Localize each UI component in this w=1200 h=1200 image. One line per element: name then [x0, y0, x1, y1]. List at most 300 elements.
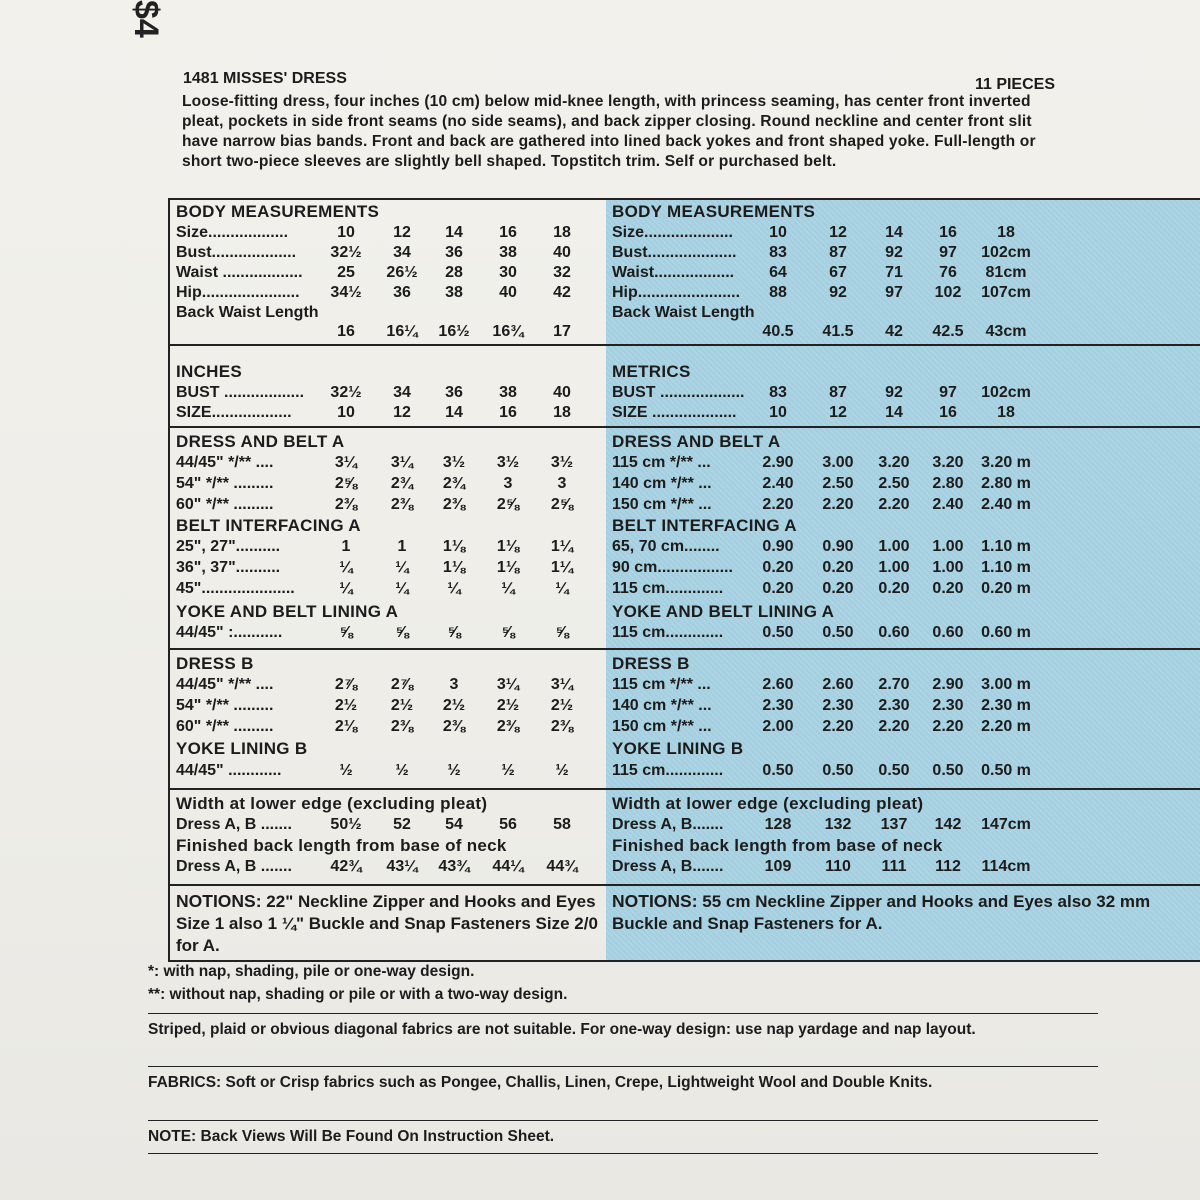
imperial-cell: 36	[445, 384, 463, 401]
imperial-cell: 3¼	[390, 454, 414, 471]
imperial-section-title: BELT INTERFACING A	[176, 516, 361, 535]
price-corner-mark: $4	[127, 0, 165, 38]
imperial-dress-a-row	[170, 494, 608, 516]
metric-cell: 0.20	[822, 580, 854, 597]
metric-divider	[606, 648, 1200, 650]
imperial-cell: 42¾	[330, 858, 362, 875]
imperial-section-title: Width at lower edge (excluding pleat)	[176, 794, 488, 813]
imperial-cell: ¼	[501, 580, 515, 597]
imperial-cell: 56	[499, 816, 517, 833]
imperial-cell: 18	[553, 404, 571, 421]
metric-yoke-lining-b-row	[606, 760, 1200, 782]
imperial-cell: 1⅛	[496, 559, 520, 576]
imperial-cell: 2⅞	[390, 676, 414, 693]
metric-row-label: 150 cm */** ...	[612, 718, 712, 735]
imperial-cell: 2⅜	[334, 496, 358, 513]
imperial-cell: 1¼	[550, 538, 574, 555]
imperial-cell: 32½	[330, 244, 362, 261]
metric-section-title: Finished back length from base of neck	[612, 836, 943, 855]
imperial-cell: 2½	[442, 697, 466, 714]
imperial-dress-b-row	[170, 674, 608, 696]
imperial-row-label: Back Waist Length	[176, 304, 319, 321]
imperial-row-label: Waist ..................	[176, 264, 303, 281]
imperial-cell: 1	[397, 538, 407, 555]
metric-row-label: 65, 70 cm........	[612, 538, 720, 555]
metric-row-label: Back Waist Length	[612, 304, 755, 321]
metric-cell: 2.40	[932, 496, 964, 513]
metric-dress-b-row	[606, 695, 1200, 717]
metric-cell: 92	[829, 284, 847, 301]
metric-body-row	[606, 262, 1200, 284]
metric-cell: 1.10 m	[981, 559, 1031, 576]
metric-cell: 16	[939, 404, 957, 421]
imperial-width-row	[170, 814, 608, 836]
fabrics-label: FABRICS:	[148, 1074, 222, 1091]
imperial-cell: 2⅞	[334, 676, 358, 693]
imperial-row-label: 54" */** .........	[176, 697, 274, 714]
metric-dress-b-row	[606, 674, 1200, 696]
imperial-row-label: Dress A, B .......	[176, 816, 292, 833]
imperial-body-row	[170, 242, 608, 264]
imperial-cell: 16¼	[386, 323, 418, 340]
metric-finished-length-row	[606, 856, 1200, 878]
metric-cell: 2.20	[932, 718, 964, 735]
metric-divider	[606, 884, 1200, 886]
fabrics-note	[148, 1073, 1098, 1093]
metric-cell: 42	[885, 323, 903, 340]
metric-cell: 2.20	[822, 496, 854, 513]
imperial-cell: 18	[553, 224, 571, 241]
metric-row-label: SIZE ...................	[612, 404, 737, 421]
imperial-cell: 58	[553, 816, 571, 833]
metric-cell: 1.00	[932, 559, 964, 576]
metric-cell: 2.60	[822, 676, 854, 693]
metric-cell: 0.60	[932, 624, 964, 641]
imperial-cell: 32½	[330, 384, 362, 401]
metric-cell: 87	[829, 244, 847, 261]
metric-section-title: BELT INTERFACING A	[612, 516, 797, 535]
imperial-cell: ½	[339, 762, 353, 779]
divider	[148, 1013, 1098, 1014]
metric-cell: 2.30	[932, 697, 964, 714]
metric-cell: 14	[885, 224, 903, 241]
metric-cell: 2.20 m	[981, 718, 1031, 735]
imperial-cell: 2⅜	[390, 496, 414, 513]
metric-divider	[606, 344, 1200, 346]
imperial-body-row	[170, 282, 608, 304]
imperial-yoke-belt-row	[170, 622, 608, 644]
metric-dress-a-row	[606, 473, 1200, 495]
metric-cell: 0.50	[822, 762, 854, 779]
metric-cell: 147cm	[981, 816, 1031, 833]
imperial-cell: ⅝	[339, 624, 353, 641]
divider	[148, 1120, 1098, 1121]
imperial-row-label: BUST ..................	[176, 384, 305, 401]
imperial-cell: 28	[445, 264, 463, 281]
metric-yoke-belt-row	[606, 622, 1200, 644]
metric-row-label: 115 cm */** ...	[612, 454, 711, 471]
metric-dress-a-row	[606, 452, 1200, 474]
imperial-row-label: 54" */** .........	[176, 475, 274, 492]
imperial-cell: 2¾	[390, 475, 414, 492]
metric-cell: 102cm	[981, 244, 1031, 261]
metric-cell: 0.60	[878, 624, 910, 641]
metric-cell: 2.20	[762, 496, 794, 513]
metric-section-title: DRESS AND BELT A	[612, 432, 781, 451]
imperial-notions-title: NOTIONS:	[176, 891, 262, 911]
imperial-section-title: YOKE AND BELT LINING A	[176, 602, 399, 621]
imperial-cell: ⅝	[555, 624, 569, 641]
metric-cell: 2.20	[822, 718, 854, 735]
metric-cell: 102cm	[981, 384, 1031, 401]
imperial-cell: 3½	[550, 454, 574, 471]
metric-cell: 2.00	[762, 718, 794, 735]
imperial-cell: 2⅜	[390, 718, 414, 735]
imperial-cell: 2½	[334, 697, 358, 714]
imperial-row-label: 36", 37"..........	[176, 559, 281, 576]
imperial-row-label: 44/45" ............	[176, 762, 282, 779]
metric-row-label: 90 cm.................	[612, 559, 733, 576]
metric-cell: 2.90	[932, 676, 964, 693]
metric-cell: 1.00	[932, 538, 964, 555]
metric-cell: 110	[825, 858, 851, 875]
imperial-cell: 38	[499, 244, 517, 261]
imperial-row-label: Bust...................	[176, 244, 297, 261]
metric-cell: 83	[769, 244, 787, 261]
metric-cell: 81cm	[985, 264, 1027, 281]
metric-cell: 2.80	[932, 475, 964, 492]
metric-cell: 2.60	[762, 676, 794, 693]
metric-row-label: Bust....................	[612, 244, 737, 261]
metric-notions	[612, 890, 1200, 935]
imperial-body-row	[170, 222, 608, 244]
imperial-dress-b-row	[170, 716, 608, 738]
imperial-cell: 2½	[550, 697, 574, 714]
metric-belt-interfacing-row	[606, 557, 1200, 579]
metric-body-row	[606, 282, 1200, 304]
metric-cell: 1.00	[878, 538, 910, 555]
imperial-bust-row	[170, 382, 608, 404]
imperial-divider	[170, 426, 608, 428]
metric-notions-title: NOTIONS:	[612, 891, 698, 911]
imperial-cell: 1¼	[550, 559, 574, 576]
back-views-note: NOTE: Back Views Will Be Found On Instruction Sheet.	[148, 1128, 555, 1145]
imperial-cell: ½	[555, 762, 569, 779]
metric-cell: 2.30 m	[981, 697, 1031, 714]
imperial-belt-interfacing-row	[170, 557, 608, 579]
metric-cell: 2.30	[762, 697, 794, 714]
imperial-belt-interfacing-row	[170, 578, 608, 600]
metric-divider	[606, 426, 1200, 428]
imperial-body-row	[170, 262, 608, 284]
metric-cell: 1.00	[878, 559, 910, 576]
metric-row-label: Hip.......................	[612, 284, 741, 301]
divider	[148, 1153, 1098, 1154]
imperial-cell: ½	[447, 762, 461, 779]
metric-belt-interfacing-row	[606, 536, 1200, 558]
metric-cell: 2.20	[878, 496, 910, 513]
imperial-row-label: Hip......................	[176, 284, 300, 301]
metric-cell: 102	[934, 284, 962, 301]
metric-cell: 0.50	[878, 762, 910, 779]
metric-cell: 3.20	[932, 454, 964, 471]
metric-cell: 41.5	[822, 323, 854, 340]
metric-cell: 114cm	[981, 858, 1031, 875]
fabrics-text: Soft or Crisp fabrics such as Pongee, Challis, Linen, Crepe, Lightweight Wool and Double Knits.	[225, 1074, 933, 1091]
metric-cell: 142	[934, 816, 962, 833]
imperial-cell: 36	[445, 244, 463, 261]
imperial-row-label: Size..................	[176, 224, 289, 241]
metric-cell: 1.10 m	[981, 538, 1031, 555]
metric-body-row	[606, 222, 1200, 244]
imperial-row-label: 45".....................	[176, 580, 295, 597]
metric-section-title: Width at lower edge (excluding pleat)	[612, 794, 924, 813]
imperial-section-title: INCHES	[176, 362, 243, 381]
metric-cell: 0.50	[822, 624, 854, 641]
imperial-cell: 36	[393, 284, 411, 301]
imperial-back-waist-row	[170, 321, 608, 343]
imperial-cell: 38	[499, 384, 517, 401]
imperial-cell: 40	[499, 284, 517, 301]
metric-cell: 112	[935, 858, 961, 875]
metric-cell: 111	[881, 858, 907, 875]
metric-cell: 71	[885, 264, 903, 281]
imperial-cell: 12	[393, 224, 411, 241]
divider	[148, 1066, 1098, 1067]
imperial-section-title: DRESS AND BELT A	[176, 432, 345, 451]
metric-notions-text: 55 cm Neckline Zipper and Hooks and Eyes also 32 mm Buckle and Snap Fasteners for A.	[612, 892, 1151, 933]
metric-section-title: YOKE LINING B	[612, 739, 744, 758]
metric-cell: 0.90	[762, 538, 794, 555]
imperial-divider	[170, 788, 608, 790]
metric-cell: 128	[764, 816, 792, 833]
imperial-cell: 2½	[496, 697, 520, 714]
metric-cell: 2.50	[822, 475, 854, 492]
metric-cell: 107cm	[981, 284, 1031, 301]
pattern-description: Loose-fitting dress, four inches (10 cm) below mid-knee length, with princess seaming, has center front inverted pleat, pockets in side front seams (no side seams), and back zipper closing. Round neckline and center front slit have narrow bias bands. Front and back are gathered into lined back yokes and front shaped yoke. Full-length or short two-piece sleeves are slightly bell shaped. Topstitch trim. Self or purchased belt.	[182, 93, 1036, 170]
imperial-cell: 54	[445, 816, 463, 833]
imperial-cell: 2⅜	[550, 718, 574, 735]
metric-table	[606, 198, 1200, 962]
imperial-cell: 2⅜	[442, 718, 466, 735]
imperial-cell: ½	[501, 762, 515, 779]
metric-row-label: 115 cm */** ...	[612, 676, 711, 693]
pattern-title: 1481 MISSES' DRESS	[183, 70, 347, 87]
imperial-cell: 40	[553, 244, 571, 261]
imperial-cell: 34	[393, 244, 411, 261]
metric-cell: 42.5	[932, 323, 964, 340]
imperial-cell: 16½	[438, 323, 470, 340]
imperial-table	[168, 198, 610, 962]
imperial-cell: 16	[499, 404, 517, 421]
metric-cell: 97	[885, 284, 903, 301]
imperial-row-label: 44/45" :...........	[176, 624, 283, 641]
metric-row-label: 140 cm */** ...	[612, 697, 712, 714]
imperial-cell: 52	[393, 816, 411, 833]
metric-cell: 0.20	[932, 580, 964, 597]
metric-section-title: DRESS B	[612, 654, 690, 673]
imperial-section-title: BODY MEASUREMENTS	[176, 202, 380, 221]
metric-cell: 132	[824, 816, 852, 833]
metric-width-row	[606, 814, 1200, 836]
imperial-cell: 14	[445, 224, 463, 241]
imperial-cell: ⅝	[395, 624, 409, 641]
metric-cell: 3.00 m	[981, 676, 1031, 693]
imperial-cell: 16	[337, 323, 355, 340]
imperial-cell: ¼	[339, 580, 353, 597]
imperial-cell: 34	[393, 384, 411, 401]
imperial-row-label: 60" */** .........	[176, 496, 274, 513]
imperial-belt-interfacing-row	[170, 536, 608, 558]
metric-row-label: Dress A, B.......	[612, 858, 724, 875]
metric-section-title: METRICS	[612, 362, 691, 381]
metric-cell: 67	[829, 264, 847, 281]
imperial-notions	[176, 890, 600, 957]
imperial-cell: 1	[341, 538, 351, 555]
imperial-cell: 3¼	[334, 454, 358, 471]
yardage-tables	[148, 198, 1151, 962]
imperial-cell: ¼	[555, 580, 569, 597]
imperial-cell: 2¾	[442, 475, 466, 492]
imperial-cell: 40	[553, 384, 571, 401]
imperial-cell: 43¼	[386, 858, 418, 875]
imperial-cell: 3	[449, 676, 459, 693]
metric-cell: 3.20	[878, 454, 910, 471]
imperial-cell: ⅝	[501, 624, 515, 641]
metric-cell: 0.20 m	[981, 580, 1031, 597]
imperial-cell: 26½	[386, 264, 418, 281]
metric-cell: 2.20	[878, 718, 910, 735]
metric-cell: 0.20	[762, 580, 794, 597]
imperial-cell: 2⅝	[550, 496, 574, 513]
metric-section-title: YOKE AND BELT LINING A	[612, 602, 835, 621]
metric-cell: 0.50	[762, 624, 794, 641]
imperial-row-label: 25", 27"..........	[176, 538, 281, 555]
imperial-section-title: DRESS B	[176, 654, 254, 673]
metric-cell: 16	[939, 224, 957, 241]
metric-cell: 43cm	[985, 323, 1027, 340]
imperial-cell: 2⅜	[442, 496, 466, 513]
imperial-cell: 44¾	[546, 858, 578, 875]
imperial-section-title: Finished back length from base of neck	[176, 836, 507, 855]
imperial-cell: 16	[499, 224, 517, 241]
imperial-cell: 16¾	[492, 323, 524, 340]
imperial-row-label: Dress A, B .......	[176, 858, 292, 875]
metric-cell: 2.70	[878, 676, 910, 693]
metric-cell: 10	[769, 404, 787, 421]
metric-cell: 0.50	[932, 762, 964, 779]
imperial-cell: 3	[557, 475, 567, 492]
imperial-divider	[170, 648, 608, 650]
metric-size-row	[606, 402, 1200, 424]
metric-row-label: Dress A, B.......	[612, 816, 724, 833]
imperial-cell: 30	[499, 264, 517, 281]
metric-cell: 0.60 m	[981, 624, 1031, 641]
metric-cell: 2.40	[762, 475, 794, 492]
imperial-finished-length-row	[170, 856, 608, 878]
metric-cell: 0.20	[878, 580, 910, 597]
metric-dress-a-row	[606, 494, 1200, 516]
metric-cell: 2.40 m	[981, 496, 1031, 513]
metric-cell: 40.5	[762, 323, 794, 340]
imperial-cell: 1⅛	[442, 559, 466, 576]
imperial-cell: 14	[445, 404, 463, 421]
imperial-cell: 38	[445, 284, 463, 301]
metric-row-label: 115 cm.............	[612, 762, 724, 779]
imperial-cell: 2½	[390, 697, 414, 714]
imperial-cell: 34½	[330, 284, 362, 301]
imperial-cell: 42	[553, 284, 571, 301]
metric-back-waist-row	[606, 321, 1200, 343]
footnote-no-nap: **: without nap, shading or pile or with a two-way design.	[148, 986, 568, 1003]
imperial-cell: 3½	[496, 454, 520, 471]
imperial-cell: 43¾	[438, 858, 470, 875]
metric-cell: 2.90	[762, 454, 794, 471]
metric-divider	[606, 788, 1200, 790]
metric-row-label: Waist..................	[612, 264, 735, 281]
imperial-dress-a-row	[170, 473, 608, 495]
imperial-row-label: 44/45" */** ....	[176, 454, 274, 471]
imperial-cell: 1⅛	[442, 538, 466, 555]
imperial-size-row	[170, 402, 608, 424]
metric-cell: 14	[885, 404, 903, 421]
imperial-cell: 2⅜	[496, 718, 520, 735]
piece-count: 11 PIECES	[974, 76, 1055, 93]
metric-dress-b-row	[606, 716, 1200, 738]
metric-cell: 0.20	[762, 559, 794, 576]
metric-cell: 2.80 m	[981, 475, 1031, 492]
imperial-notions-text: 22" Neckline Zipper and Hooks and Eyes Size 1 also 1 ¼" Buckle and Snap Fasteners Size 2/0 for A.	[176, 892, 598, 955]
imperial-divider	[170, 884, 608, 886]
imperial-cell: 2⅝	[334, 475, 358, 492]
imperial-cell: 2⅝	[496, 496, 520, 513]
imperial-cell: 50½	[330, 816, 362, 833]
pattern-heading	[183, 70, 1063, 93]
metric-cell: 88	[769, 284, 787, 301]
metric-cell: 10	[769, 224, 787, 241]
imperial-cell: 3½	[442, 454, 466, 471]
metric-cell: 12	[829, 404, 847, 421]
metric-cell: 0.90	[822, 538, 854, 555]
striped-fabrics-note: Striped, plaid or obvious diagonal fabrics are not suitable. For one-way design: use nap yardage and nap layout.	[148, 1021, 976, 1038]
imperial-section-title: YOKE LINING B	[176, 739, 308, 758]
imperial-cell: ⅝	[447, 624, 461, 641]
imperial-row-label: 44/45" */** ....	[176, 676, 274, 693]
metric-cell: 3.00	[822, 454, 854, 471]
imperial-cell: 10	[337, 224, 355, 241]
metric-cell: 87	[829, 384, 847, 401]
metric-cell: 0.50	[762, 762, 794, 779]
metric-cell: 83	[769, 384, 787, 401]
metric-cell: 92	[885, 384, 903, 401]
footnote-nap: *: with nap, shading, pile or one-way design.	[148, 963, 475, 980]
imperial-cell: 17	[553, 323, 571, 340]
metric-belt-interfacing-row	[606, 578, 1200, 600]
metric-cell: 97	[939, 384, 957, 401]
imperial-cell: ¼	[447, 580, 461, 597]
imperial-cell: 25	[337, 264, 355, 281]
imperial-cell: 10	[337, 404, 355, 421]
imperial-dress-a-row	[170, 452, 608, 474]
metric-bust-row	[606, 382, 1200, 404]
metric-cell: 109	[764, 858, 792, 875]
metric-row-label: 115 cm.............	[612, 580, 724, 597]
metric-row-label: 150 cm */** ...	[612, 496, 712, 513]
metric-cell: 137	[880, 816, 908, 833]
imperial-cell: 2⅛	[334, 718, 358, 735]
imperial-cell: ½	[395, 762, 409, 779]
metric-cell: 0.20	[822, 559, 854, 576]
